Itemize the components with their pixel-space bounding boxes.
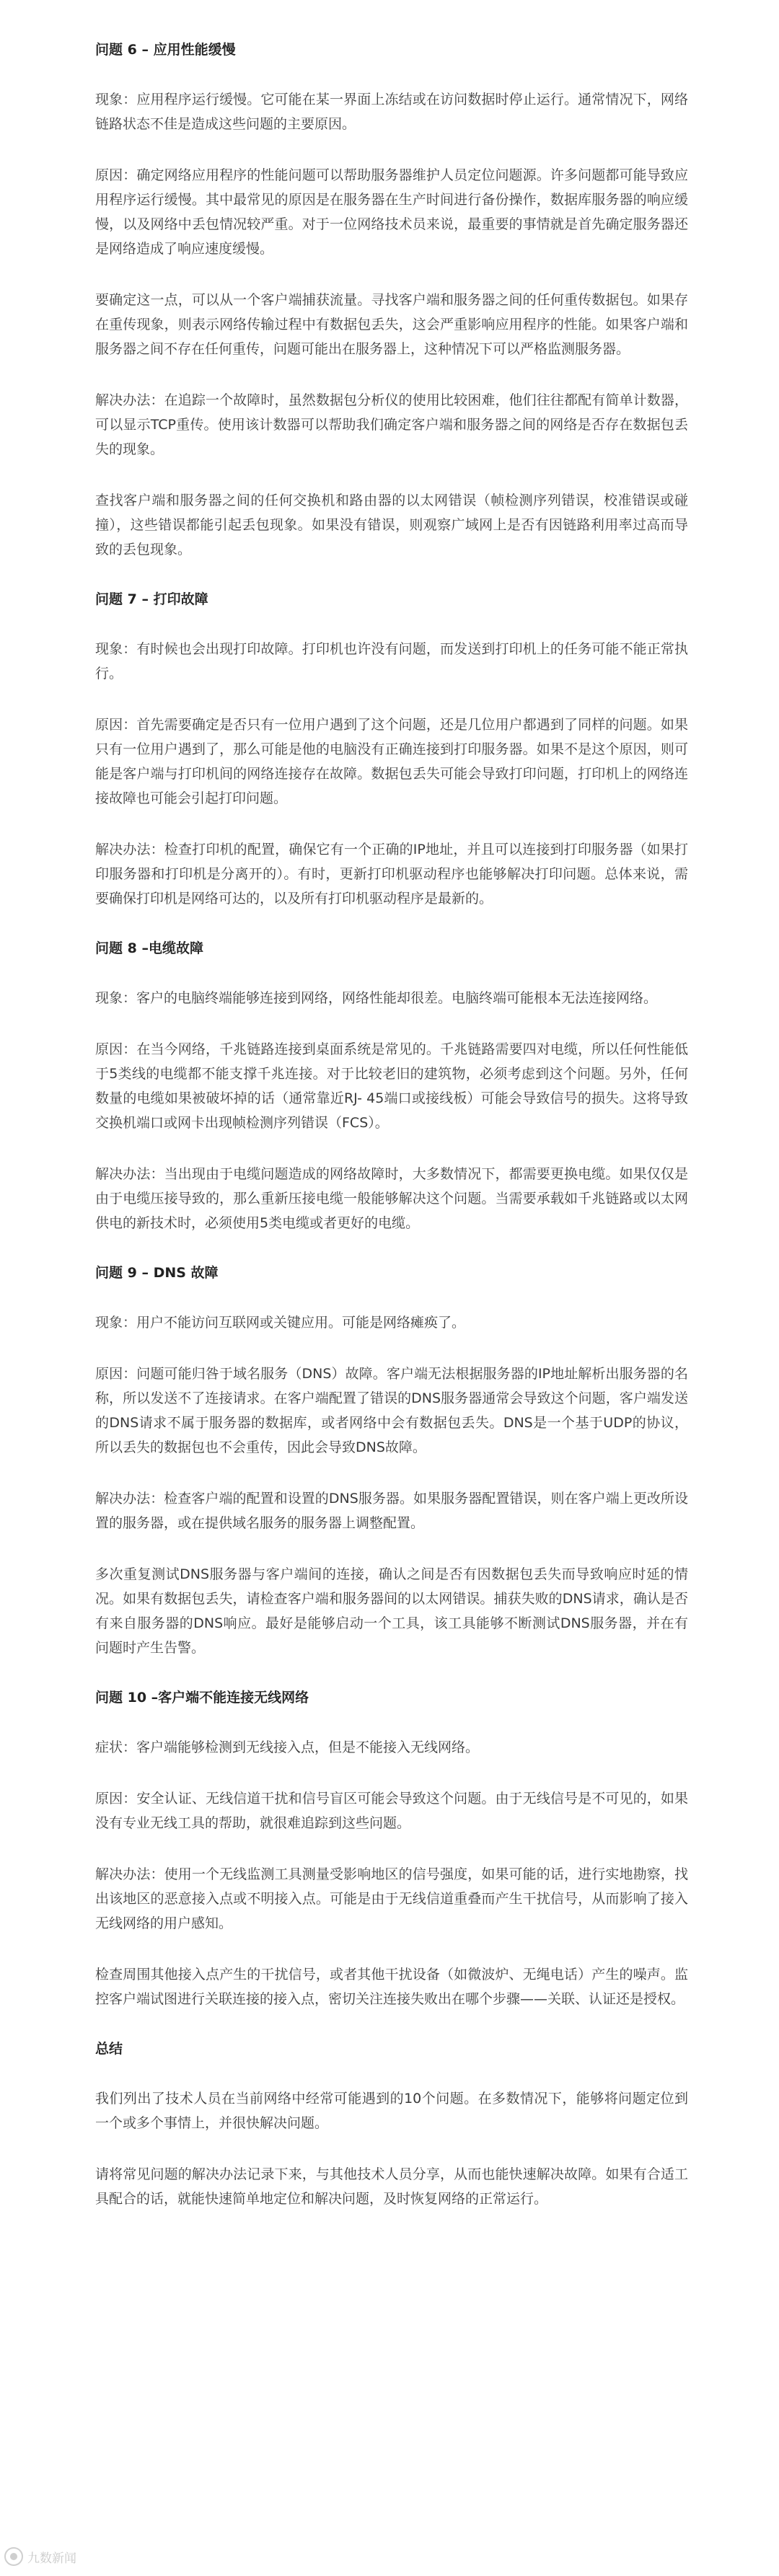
paragraph: 查找客户端和服务器之间的任何交换机和路由器的以太网错误（帧检测序列错误，校准错误或碰撞），这些错误都能引起丢包现象。如果没有错误，则观察广域网上是否有因链路利用率过高而导致的丢包现象。 (95, 493, 688, 557)
section-problem-10 (95, 1687, 688, 2011)
paragraph: 症状：客户端能够检测到无线接入点，但是不能接入无线网络。 (95, 1739, 480, 1755)
watermark-text: 九数新闻 (27, 2551, 76, 2566)
section-problem-6 (95, 39, 688, 562)
paragraph: 原因：安全认证、无线信道干扰和信号盲区可能会导致这个问题。由于无线信号是不可见的，如果没有专业无线工具的帮助，就很难追踪到这些问题。 (95, 1791, 688, 1831)
section-problem-8 (95, 938, 688, 1235)
section-summary (95, 2038, 688, 2211)
section-heading: 问题 6 – 应用性能缓慢 (95, 42, 236, 58)
section-heading: 问题 9 – DNS 故障 (95, 1265, 219, 1281)
brand-logo-icon (4, 2547, 23, 2566)
paragraph: 原因：确定网络应用程序的性能问题可以帮助服务器维护人员定位问题源。许多问题都可能导致应用程序运行缓慢。其中最常见的原因是在服务器在生产时间进行备份操作，数据库服务器的响应缓慢，以及网络中丢包情况较严重。对于一位网络技术员来说，最重要的事情就是首先确定服务器还是网络造成了响应速度缓慢。 (95, 167, 688, 257)
section-heading: 问题 10 –客户端不能连接无线网络 (95, 1690, 309, 1706)
paragraph: 原因：首先需要确定是否只有一位用户遇到了这个问题，还是几位用户都遇到了同样的问题。如果只有一位用户遇到了，那么可能是他的电脑没有正确连接到打印服务器。如果不是这个原因，则可能是客户端与打印机间的网络连接存在故障。数据包丢失可能会导致打印问题，打印机上的网络连接故障也可能会引起打印问题。 (95, 717, 688, 806)
article-body (95, 39, 688, 2238)
paragraph: 我们列出了技术人员在当前网络中经常可能遇到的10个问题。在多数情况下，能够将问题定位到一个或多个事情上，并很快解决问题。 (95, 2091, 688, 2131)
paragraph: 解决办法：检查客户端的配置和设置的DNS服务器。如果服务器配置错误，则在客户端上更改所设置的服务器，或在提供域名服务的服务器上调整配置。 (95, 1491, 688, 1531)
paragraph: 解决办法：检查打印机的配置，确保它有一个正确的IP地址，并且可以连接到打印服务器（如果打印服务器和打印机是分离开的）。有时，更新打印机驱动程序也能够解决打印问题。总体来说，需要确保打印机是网络可达的，以及所有打印机驱动程序是最新的。 (95, 842, 688, 907)
paragraph: 请将常见问题的解决办法记录下来，与其他技术人员分享，从而也能快速解决故障。如果有合适工具配合的话，就能快速简单地定位和解决问题，及时恢复网络的正常运行。 (95, 2166, 688, 2207)
paragraph: 多次重复测试DNS服务器与客户端间的连接，确认之间是否有因数据包丢失而导致响应时延的情况。如果有数据包丢失，请检查客户端和服务器间的以太网错误。捕获失败的DNS请求，确认是否有来自服务器的DNS响应。最好是能够启动一个工具，该工具能够不断测试DNS服务器，并在有问题时产生告警。 (95, 1566, 688, 1656)
paragraph: 解决办法：使用一个无线监测工具测量受影响地区的信号强度，如果可能的话，进行实地勘察，找出该地区的恶意接入点或不明接入点。可能是由于无线信道重叠而产生干扰信号，从而影响了接入无线网络的用户感知。 (95, 1866, 688, 1931)
section-heading: 问题 7 – 打印故障 (95, 591, 208, 607)
section-problem-7 (95, 588, 688, 911)
paragraph: 要确定这一点，可以从一个客户端捕获流量。寻找客户端和服务器之间的任何重传数据包。如果存在重传现象，则表示网络传输过程中有数据包丢失，这会严重影响应用程序的性能。如果客户端和服务器之间不存在任何重传，问题可能出在服务器上，这种情况下可以严格监测服务器。 (95, 292, 688, 357)
paragraph: 原因：在当今网络，千兆链路连接到桌面系统是常见的。千兆链路需要四对电缆，所以任何性能低于5类线的电缆都不能支撑千兆连接。对于比较老旧的建筑物，必须考虑到这个问题。另外，任何数量的电缆如果被破坏掉的话（通常靠近RJ- 45端口或接线板）可能会导致信号的损失。这将导致交换机端口或网卡出现帧检测序列错误（FCS）。 (95, 1041, 688, 1131)
section-heading: 总结 (95, 2041, 123, 2057)
paragraph: 现象：用户不能访问互联网或关键应用。可能是网络瘫痪了。 (95, 1315, 466, 1331)
section-heading: 问题 8 –电缆故障 (95, 940, 203, 956)
section-problem-9 (95, 1262, 688, 1660)
paragraph: 现象：应用程序运行缓慢。它可能在某一界面上冻结或在访问数据时停止运行。通常情况下，网络链路状态不佳是造成这些问题的主要原因。 (95, 92, 688, 132)
watermark (4, 2547, 76, 2566)
paragraph: 解决办法：在追踪一个故障时，虽然数据包分析仪的使用比较困难，他们往往都配有简单计数器，可以显示TCP重传。使用该计数器可以帮助我们确定客户端和服务器之间的网络是否存在数据包丢失的现象。 (95, 392, 688, 457)
paragraph: 检查周围其他接入点产生的干扰信号，或者其他干扰设备（如微波炉、无绳电话）产生的噪声。监控客户端试图进行关联连接的接入点，密切关注连接失败出在哪个步骤——关联、认证还是授权。 (95, 1967, 688, 2007)
paragraph: 原因：问题可能归咎于域名服务（DNS）故障。客户端无法根据服务器的IP地址解析出服务器的名称，所以发送不了连接请求。在客户端配置了错误的DNS服务器通常会导致这个问题，客户端发送的DNS请求不属于服务器的数据库，或者网络中会有数据包丢失。DNS是一个基于UDP的协议，所以丢失的数据包也不会重传，因此会导致DNS故障。 (95, 1366, 688, 1455)
paragraph: 现象：客户的电脑终端能够连接到网络，网络性能却很差。电脑终端可能根本无法连接网络。 (95, 990, 658, 1006)
paragraph: 现象：有时候也会出现打印故障。打印机也许没有问题，而发送到打印机上的任务可能不能正常执行。 (95, 641, 688, 682)
paragraph: 解决办法：当出现由于电缆问题造成的网络故障时，大多数情况下，都需要更换电缆。如果仅仅是由于电缆压接导致的，那么重新压接电缆一般能够解决这个问题。当需要承载如千兆链路或以太网供电的新技术时，必须使用5类电缆或者更好的电缆。 (95, 1166, 688, 1231)
